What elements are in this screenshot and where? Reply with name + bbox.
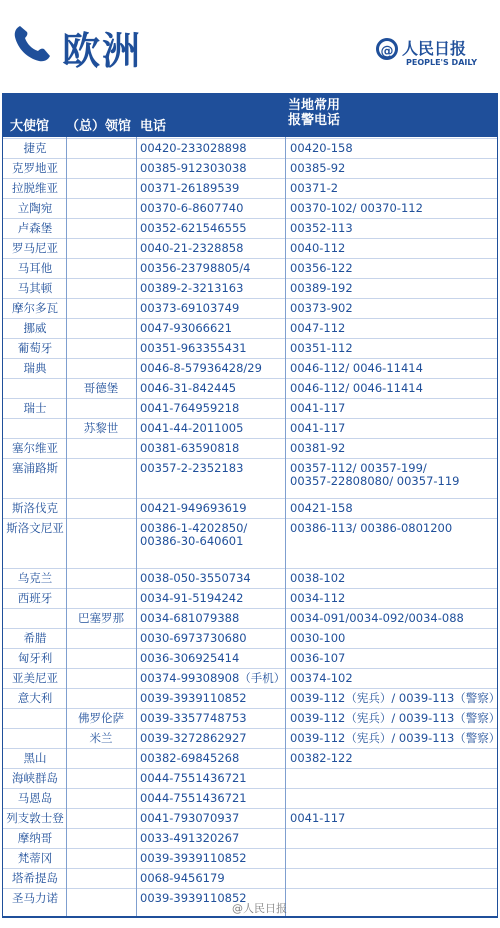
police-cell: 0041-117 [290,421,346,435]
row-divider [2,258,498,259]
phone-cell: 0039-3272862927 [140,731,247,745]
table-row [2,648,498,668]
table-row [2,588,498,608]
row-divider [2,708,498,709]
phone-cell: 0039-3939110852 [140,691,247,705]
embassy-cell: 匈牙利 [17,651,53,665]
table-row [2,338,498,358]
table-row [2,398,498,418]
police-cell: 00356-122 [290,261,353,275]
table-row [2,828,498,848]
police-cell: 0041-117 [290,811,346,825]
table-row [2,748,498,768]
phone-cell-line2: 00386-30-640601 [140,534,244,548]
table-row [2,498,498,518]
phone-cell: 00386-1-4202850/ [140,521,248,535]
table-row [2,628,498,648]
phone-cell: 00356-23798805/4 [140,261,251,275]
police-cell: 0038-102 [290,571,346,585]
row-divider [2,178,498,179]
logo-english: PEOPLE'S DAILY [406,58,478,67]
row-divider [2,688,498,689]
row-divider [2,218,498,219]
table-row [2,298,498,318]
consulate-cell: 苏黎世 [83,421,119,435]
table-row [2,708,498,728]
page-title: 欧洲 [62,29,143,73]
table-bottom-rule [2,916,498,918]
column-divider [136,137,137,918]
embassy-cell: 马恩岛 [17,791,53,805]
police-cell: 00421-158 [290,501,353,515]
contact-table [2,93,498,918]
row-divider [2,378,498,379]
embassy-cell: 摩尔多瓦 [12,301,58,315]
phone-cell: 0046-8-57936428/29 [140,361,262,375]
table-row [2,418,498,438]
police-cell: 0039-112（宪兵）/ 0039-113（警察） [290,711,500,725]
police-header-line1: 当地常用 [288,98,341,113]
police-cell: 00420-158 [290,141,353,155]
phone-cell: 0039-3357748753 [140,711,247,725]
column-header-embassy: 大使馆 [10,119,50,134]
row-divider [2,438,498,439]
row-divider [2,848,498,849]
phone-cell: 00357-2-2352183 [140,461,244,475]
phone-cell: 00352-621546555 [140,221,247,235]
police-cell: 0041-117 [290,401,346,415]
phone-cell: 0044-7551436721 [140,771,247,785]
page-header [0,0,500,88]
consulate-cell: 哥德堡 [83,381,119,395]
phone-cell: 00421-949693619 [140,501,247,515]
phone-cell: 0047-93066621 [140,321,232,335]
phone-cell: 00382-69845268 [140,751,240,765]
phone-icon [10,22,54,66]
phone-cell: 00381-63590818 [140,441,240,455]
phone-cell: 00371-26189539 [140,181,240,195]
row-divider [2,808,498,809]
table-header [2,93,498,137]
embassy-cell: 乌克兰 [17,571,53,585]
phone-cell: 0041-764959218 [140,401,240,415]
table-row [2,438,498,458]
embassy-cell: 摩纳哥 [17,831,53,845]
column-divider [66,137,67,918]
brand-logo [376,38,496,76]
embassy-cell: 海峡群岛 [12,771,58,785]
row-divider [2,608,498,609]
police-cell-line2: 00357-22808080/ 00357-119 [290,474,460,488]
police-cell: 00389-192 [290,281,353,295]
police-cell: 00385-92 [290,161,346,175]
row-divider [2,418,498,419]
phone-cell: 0030-6973730680 [140,631,247,645]
table-row [2,728,498,748]
phone-cell: 00389-2-3213163 [140,281,244,295]
row-divider [2,138,498,139]
row-divider [2,748,498,749]
table-row [2,848,498,868]
embassy-cell: 亚美尼亚 [12,671,58,685]
embassy-cell: 梵蒂冈 [17,851,53,865]
police-cell: 0047-112 [290,321,346,335]
row-divider [2,338,498,339]
phone-cell: 0034-681079388 [140,611,240,625]
row-divider [2,198,498,199]
row-divider [2,828,498,829]
row-divider [2,458,498,459]
logo-name: 人民日报 [402,39,467,58]
table-row [2,668,498,688]
row-divider [2,888,498,889]
phone-cell: 0040-21-2328858 [140,241,244,255]
column-header-police [288,98,378,128]
row-divider [2,588,498,589]
embassy-cell: 塞浦路斯 [12,461,58,475]
table-row [2,768,498,788]
table-row [2,158,498,178]
police-cell: 0039-112（宪兵）/ 0039-113（警察） [290,691,500,705]
phone-cell: 00373-69103749 [140,301,240,315]
phone-cell: 0041-793070937 [140,811,240,825]
logo-mark: @ [376,38,398,60]
police-cell: 0036-107 [290,651,346,665]
table-row [2,138,498,158]
embassy-cell: 希腊 [23,631,47,645]
phone-cell: 0036-306925414 [140,651,240,665]
table-row [2,458,498,488]
phone-cell: 00370-6-8607740 [140,201,244,215]
phone-cell: 00351-963355431 [140,341,247,355]
table-row [2,358,498,378]
phone-cell: 0038-050-3550734 [140,571,251,585]
police-cell: 0034-112 [290,591,346,605]
phone-cell: 00420-233028898 [140,141,247,155]
embassy-cell: 塔希提岛 [12,871,58,885]
police-cell: 00371-2 [290,181,339,195]
watermark: @人民日报 [232,902,287,915]
column-divider [285,137,286,918]
table-row [2,378,498,398]
embassy-cell: 马耳他 [17,261,53,275]
phone-cell: 0068-9456179 [140,871,225,885]
police-cell: 0046-112/ 0046-11414 [290,381,423,395]
row-divider [2,648,498,649]
embassy-cell: 列支敦士登 [6,811,64,825]
consulate-cell: 佛罗伦萨 [78,711,124,725]
phone-cell: 00374-99308908（手机） [140,671,286,685]
row-divider [2,768,498,769]
row-divider [2,498,498,499]
consulate-cell: 巴塞罗那 [78,611,124,625]
police-cell: 00382-122 [290,751,353,765]
row-divider [2,318,498,319]
police-cell: 00373-902 [290,301,353,315]
table-row [2,198,498,218]
table-row [2,868,498,888]
embassy-cell: 立陶宛 [17,201,53,215]
embassy-cell: 马其顿 [17,281,53,295]
row-divider [2,158,498,159]
table-row [2,608,498,628]
table-row [2,788,498,808]
table-row [2,808,498,828]
row-divider [2,668,498,669]
row-divider [2,788,498,789]
table-row [2,688,498,708]
police-cell: 0034-091/0034-092/0034-088 [290,611,464,625]
table-row [2,318,498,338]
police-cell: 00357-112/ 00357-199/ [290,461,427,475]
row-divider [2,568,498,569]
embassy-cell: 黑山 [23,751,47,765]
column-header-phone: 电话 [140,119,167,134]
row-divider [2,628,498,629]
table-row [2,278,498,298]
phone-cell: 0039-3939110852 [140,851,247,865]
row-divider [2,398,498,399]
phone-cell: 0044-7551436721 [140,791,247,805]
police-cell: 00351-112 [290,341,353,355]
embassy-cell: 斯洛文尼亚 [6,521,64,535]
phone-cell: 00385-912303038 [140,161,247,175]
police-cell: 0039-112（宪兵）/ 0039-113（警察） [290,731,500,745]
embassy-cell: 意大利 [17,691,53,705]
embassy-cell: 瑞士 [23,401,47,415]
police-cell: 00386-113/ 00386-0801200 [290,521,453,535]
police-cell: 0040-112 [290,241,346,255]
row-divider [2,868,498,869]
embassy-cell: 拉脱维亚 [12,181,58,195]
embassy-cell: 圣马力诺 [12,891,58,905]
table-row [2,258,498,278]
embassy-cell: 捷克 [23,141,47,155]
embassy-cell: 克罗地亚 [12,161,58,175]
phone-cell: 0034-91-5194242 [140,591,244,605]
embassy-cell: 瑞典 [23,361,47,375]
row-divider [2,298,498,299]
table-row [2,238,498,258]
police-cell: 0046-112/ 0046-11414 [290,361,423,375]
police-cell: 00374-102 [290,671,353,685]
embassy-cell: 斯洛伐克 [12,501,58,515]
embassy-cell: 挪威 [23,321,47,335]
row-divider [2,518,498,519]
row-divider [2,238,498,239]
phone-cell: 0039-3939110852 [140,891,247,905]
embassy-cell: 卢森堡 [17,221,53,235]
table-row [2,178,498,198]
police-cell: 0030-100 [290,631,346,645]
row-divider [2,358,498,359]
table-row [2,218,498,238]
embassy-cell: 罗马尼亚 [12,241,58,255]
table-row [2,568,498,588]
police-cell: 00381-92 [290,441,346,455]
table-row [2,518,498,548]
row-divider [2,728,498,729]
row-divider [2,278,498,279]
embassy-cell: 塞尔维亚 [12,441,58,455]
phone-cell: 0041-44-2011005 [140,421,244,435]
embassy-cell: 葡萄牙 [17,341,53,355]
embassy-cell: 西班牙 [17,591,53,605]
phone-cell: 0033-491320267 [140,831,240,845]
column-header-consulate: （总）领馆 [66,119,132,134]
consulate-cell: 米兰 [89,731,113,745]
police-cell: 00370-102/ 00370-112 [290,201,423,215]
police-header-line2: 报警电话 [288,113,341,128]
phone-cell: 0046-31-842445 [140,381,237,395]
police-cell: 00352-113 [290,221,353,235]
